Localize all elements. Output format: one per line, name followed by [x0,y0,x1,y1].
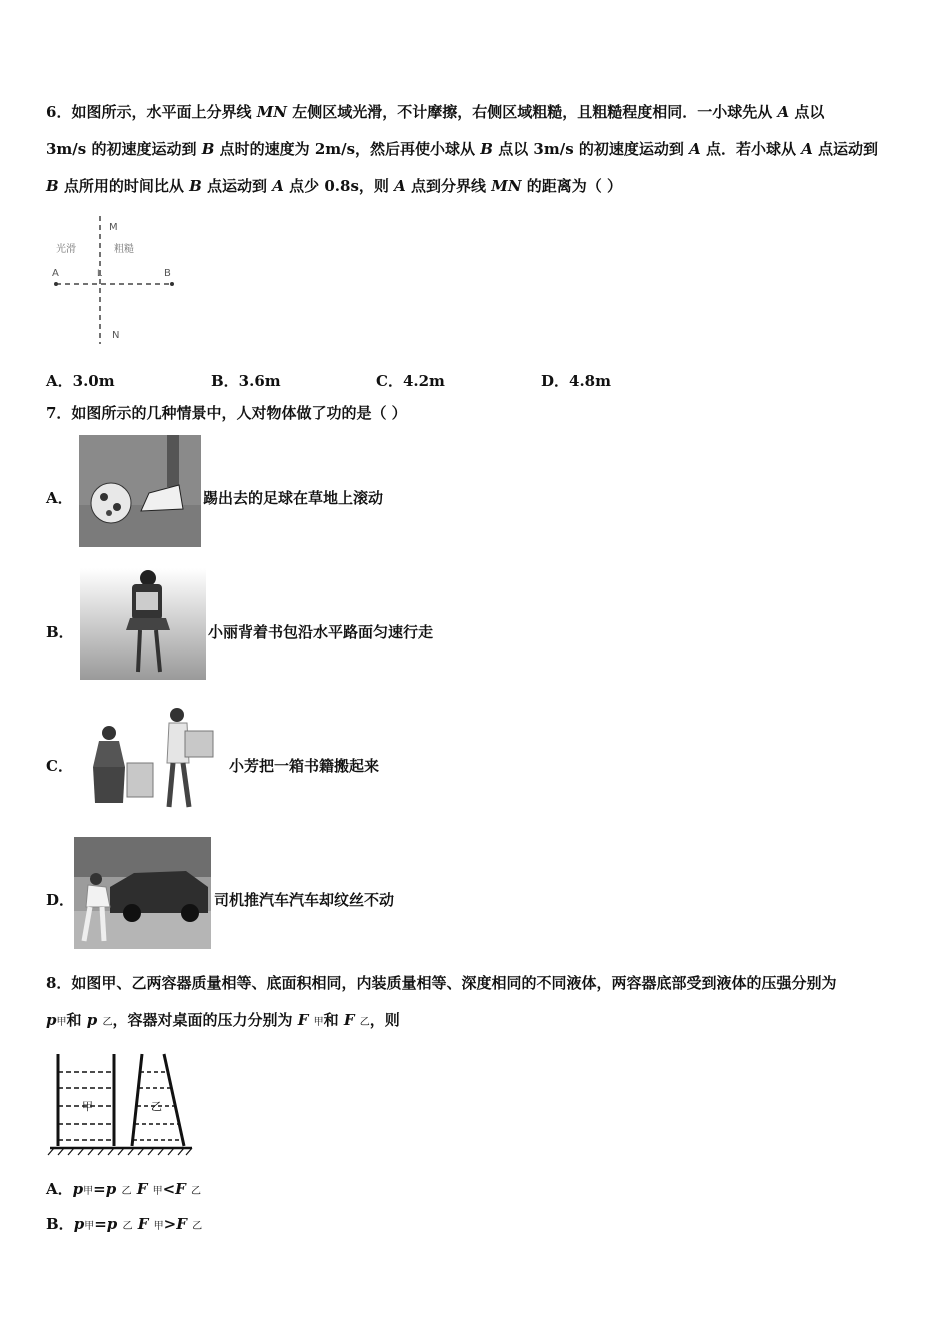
q7-option-c-text: 小芳把一箱书籍搬起来 [229,757,380,775]
q6-options [46,370,646,390]
q7-option-b-letter[interactable]: B． [46,623,74,641]
q7-option-b-image [80,568,206,680]
label-smooth: 光滑 [56,244,76,255]
q7-option-b-text: 小丽背着书包沿水平路面匀速行走 [208,623,434,641]
q7-option-a-image [79,435,201,547]
label-b: B [164,268,171,279]
label-l: L [97,269,103,279]
label-jia: 甲 [82,1100,93,1113]
container-yi-right-wall [164,1054,184,1146]
q7-option-a-letter[interactable]: A． [46,489,73,507]
label-n: N [112,330,120,341]
q8-line-2: p甲和 p 乙，容器对桌面的压力分别为 F 甲和 F 乙，则 [46,1011,400,1029]
soccer-ball-icon [91,483,131,523]
q6-line-3: B 点所用的时间比从 B 点运动到 A 点少 0.8s，则 A 点到分界线 MN 的距离为（ ） [46,177,623,195]
q8-line-1: 8．如图甲、乙两容器质量相等、底面积相同，内装质量相等、深度相同的不同液体，两容器底部受到液体的压强分别为 [46,974,837,992]
q8-option-b[interactable]: B．p甲=p 乙 F 甲>F 乙 [46,1215,203,1233]
point-a-dot [54,282,58,286]
q6-line-2: 3m/s 的初速度运动到 B 点时的速度为 2m/s，然后再使小球从 B 点以 3m/s 的初速度运动到 A 点．若小球从 A 点运动到 [46,140,879,158]
q6-line-1: 6．如图所示，水平面上分界线 MN 左侧区域光滑，不计摩擦，右侧区域粗糙，且粗糙程度相同．一小球先从 A 点以 [46,103,825,121]
label-yi: 乙 [151,1100,162,1113]
q6-option-d[interactable]: D．4.8m [541,372,611,390]
book-box-icon [127,763,153,797]
q7-option-d-letter[interactable]: D． [46,891,75,909]
question-7-stem: 7．如图所示的几种情景中，人对物体做了功的是（ ） [46,404,407,422]
q6-option-a[interactable]: A．3.0m [46,372,115,390]
label-a: A [52,268,59,279]
q6-figure-boundary-diagram [46,212,186,347]
q7-option-d-image [74,837,211,949]
q6-option-b[interactable]: B．3.6m [211,372,281,390]
question-8-stem [46,965,911,1041]
q8-option-a[interactable]: A．p甲=p 乙 F 甲<F 乙 [46,1180,202,1198]
q7-option-c-letter[interactable]: C． [46,757,73,775]
point-b-dot [170,282,174,286]
q7-option-d-text: 司机推汽车汽车却纹丝不动 [214,891,395,909]
label-m: M [109,222,118,233]
label-rough: 粗糙 [114,244,134,255]
q7-option-a-text: 踢出去的足球在草地上滚动 [203,489,384,507]
container-yi-left-wall [132,1054,142,1146]
q6-option-c[interactable]: C．4.2m [376,372,445,390]
q7-option-c-image [85,703,225,813]
q8-figure-containers [46,1050,196,1156]
question-6-stem [46,94,911,205]
